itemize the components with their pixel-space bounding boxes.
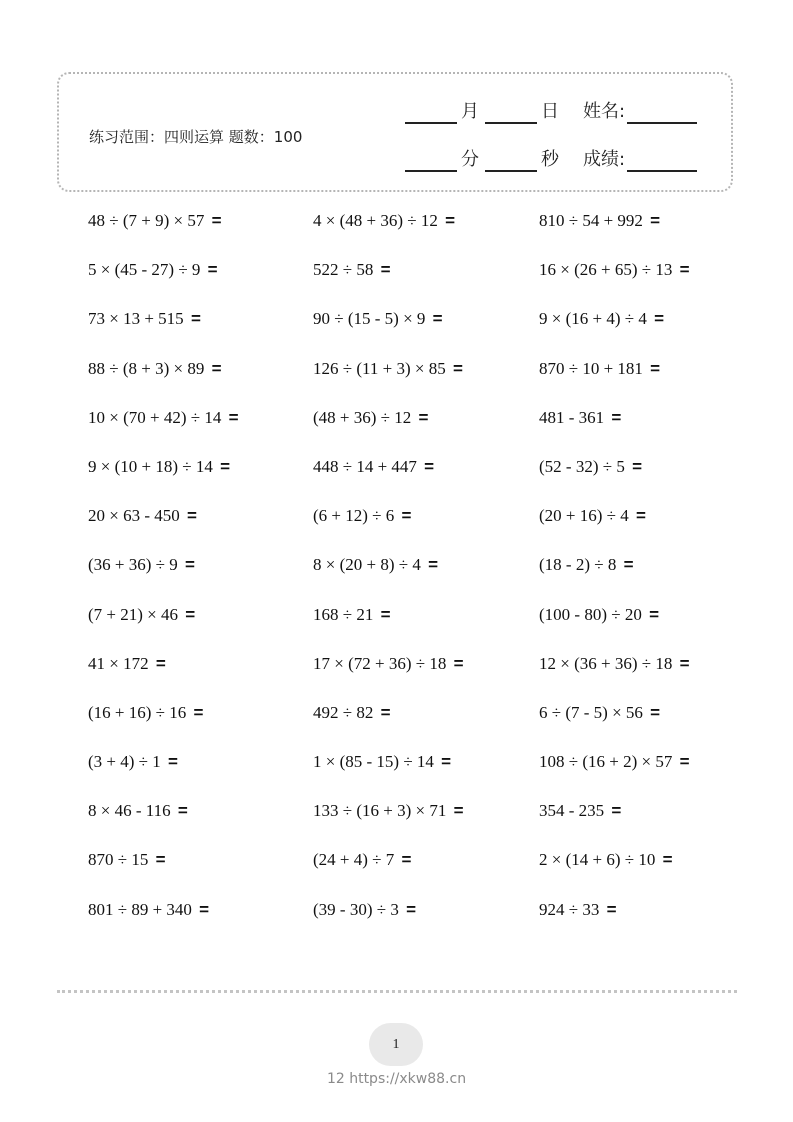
equals-sign: = — [185, 555, 195, 575]
problem-expression: (6 + 12) ÷ 6 — [313, 506, 395, 526]
problem-expression: 133 ÷ (16 + 3) × 71 — [313, 801, 447, 821]
equals-sign: = — [380, 260, 391, 280]
equals-sign: = — [679, 752, 690, 772]
watermark-text: 12 https://xkw88.cn — [326, 1071, 467, 1087]
practice-range-text: 练习范围：四则运算 题数：100 — [89, 128, 303, 146]
equals-sign: = — [185, 604, 196, 624]
math-problem — [539, 256, 728, 305]
equals-sign: = — [654, 309, 665, 329]
math-problem — [313, 601, 539, 650]
math-problem — [88, 601, 313, 650]
equals-sign: = — [428, 555, 439, 575]
math-problem — [313, 797, 539, 846]
math-problem — [88, 797, 313, 846]
equals-sign: = — [424, 456, 435, 476]
problem-expression: (7 + 21) × 46 — [88, 604, 178, 624]
equals-sign: = — [190, 309, 201, 329]
equals-sign: = — [445, 211, 456, 230]
problem-expression: 168 ÷ 21 — [313, 604, 374, 624]
math-problem — [313, 846, 539, 895]
math-problem — [313, 453, 539, 502]
problem-expression: 522 ÷ 58 — [313, 260, 374, 280]
math-problem — [313, 748, 539, 797]
problem-expression: 481 - 361 — [539, 407, 605, 427]
problem-expression: (52 - 32) ÷ 5 — [539, 456, 625, 476]
problem-expression: 9 × (10 + 18) ÷ 14 — [88, 456, 213, 476]
problem-expression: 4 × (48 + 36) ÷ 12 — [313, 211, 438, 230]
equals-sign: = — [650, 211, 661, 230]
math-problem — [313, 207, 539, 256]
day-label: 日 — [541, 101, 559, 122]
problem-expression: 73 × 13 + 515 — [88, 309, 184, 329]
problem-expression: 810 ÷ 54 + 992 — [539, 211, 643, 230]
problem-expression: 12 × (36 + 36) ÷ 18 — [539, 653, 673, 673]
problem-expression: 126 ÷ (11 + 3) × 85 — [313, 358, 446, 378]
equals-sign: = — [632, 456, 643, 476]
equals-sign: = — [432, 309, 443, 329]
time-score-row — [405, 144, 697, 172]
math-problem — [539, 551, 728, 600]
math-problem — [88, 896, 313, 945]
problem-expression: (3 + 4) ÷ 1 — [88, 752, 161, 772]
equals-sign: = — [662, 850, 673, 870]
math-problem — [313, 502, 539, 551]
equals-sign: = — [649, 604, 660, 624]
equals-sign: = — [611, 407, 622, 427]
problem-expression: 8 × 46 - 116 — [88, 801, 171, 821]
problem-expression: 17 × (72 + 36) ÷ 18 — [313, 653, 447, 673]
problem-expression: 90 ÷ (15 - 5) × 9 — [313, 309, 426, 329]
equals-sign: = — [211, 358, 222, 378]
problem-expression: 5 × (45 - 27) ÷ 9 — [88, 260, 201, 280]
math-problem — [539, 305, 728, 354]
math-problem — [313, 699, 539, 748]
math-problem — [313, 551, 539, 600]
equals-sign: = — [611, 801, 622, 821]
math-problem — [539, 797, 728, 846]
minute-blank[interactable] — [405, 148, 457, 172]
problem-expression: 870 ÷ 10 + 181 — [539, 358, 643, 378]
score-label: 成绩: — [583, 149, 626, 170]
problem-expression: 88 ÷ (8 + 3) × 89 — [88, 358, 205, 378]
math-problem — [539, 699, 728, 748]
problem-expression: 9 × (16 + 4) ÷ 4 — [539, 309, 647, 329]
footer-divider — [57, 990, 737, 993]
math-problem — [539, 502, 728, 551]
problem-expression: (48 + 36) ÷ 12 — [313, 407, 412, 427]
math-problem — [88, 256, 313, 305]
score-blank[interactable] — [627, 148, 697, 172]
problem-expression: (20 + 16) ÷ 4 — [539, 506, 629, 526]
problem-grid — [88, 207, 728, 945]
equals-sign: = — [650, 358, 661, 378]
math-problem — [313, 305, 539, 354]
equals-sign: = — [650, 702, 661, 722]
problem-expression: 2 × (14 + 6) ÷ 10 — [539, 850, 656, 870]
equals-sign: = — [220, 456, 231, 476]
equals-sign: = — [679, 653, 690, 673]
equals-sign: = — [168, 752, 178, 772]
equals-sign: = — [418, 407, 429, 427]
problem-expression: 448 ÷ 14 + 447 — [313, 456, 417, 476]
name-blank[interactable] — [627, 100, 697, 124]
equals-sign: = — [380, 702, 391, 722]
equals-sign: = — [155, 850, 166, 870]
problem-expression: 354 - 235 — [539, 801, 605, 821]
math-problem — [539, 404, 728, 453]
problem-expression: (39 - 30) ÷ 3 — [313, 899, 399, 919]
problem-expression: 924 ÷ 33 — [539, 899, 600, 919]
problem-expression: (24 + 4) ÷ 7 — [313, 850, 395, 870]
problem-expression: 10 × (70 + 42) ÷ 14 — [88, 407, 222, 427]
page-number-badge: 1 — [369, 1023, 423, 1066]
equals-sign: = — [199, 899, 210, 919]
header-box — [57, 72, 733, 192]
equals-sign: = — [636, 506, 646, 526]
problem-expression: 108 ÷ (16 + 2) × 57 — [539, 752, 673, 772]
month-label: 月 — [461, 101, 479, 122]
math-problem — [88, 502, 313, 551]
math-problem — [88, 650, 313, 699]
math-problem — [539, 748, 728, 797]
problem-expression: (18 - 2) ÷ 8 — [539, 555, 617, 575]
math-problem — [88, 699, 313, 748]
equals-sign: = — [187, 506, 197, 526]
equals-sign: = — [401, 506, 412, 526]
math-problem — [539, 846, 728, 895]
date-name-row — [405, 96, 697, 124]
math-problem — [88, 846, 313, 895]
equals-sign: = — [380, 604, 391, 624]
equals-sign: = — [406, 899, 417, 919]
math-problem — [539, 207, 728, 256]
math-problem — [539, 896, 728, 945]
problem-expression: 20 × 63 - 450 — [88, 506, 180, 526]
math-problem — [313, 355, 539, 404]
math-problem — [88, 453, 313, 502]
math-problem — [313, 896, 539, 945]
equals-sign: = — [453, 801, 464, 821]
equals-sign: = — [155, 653, 166, 673]
math-problem — [88, 748, 313, 797]
problem-expression: 48 ÷ (7 + 9) × 57 — [88, 211, 205, 230]
problem-expression: 870 ÷ 15 — [88, 850, 149, 870]
equals-sign: = — [452, 358, 463, 378]
problem-expression: 16 × (26 + 65) ÷ 13 — [539, 260, 673, 280]
math-problem — [313, 256, 539, 305]
problem-expression: (100 - 80) ÷ 20 — [539, 604, 642, 624]
month-blank[interactable] — [405, 100, 457, 124]
problem-expression: 492 ÷ 82 — [313, 702, 374, 722]
problem-expression: 1 × (85 - 15) ÷ 14 — [313, 752, 434, 772]
math-problem — [88, 207, 313, 256]
problem-expression: 8 × (20 + 8) ÷ 4 — [313, 555, 421, 575]
problem-expression: 801 ÷ 89 + 340 — [88, 899, 192, 919]
day-blank[interactable] — [485, 100, 537, 124]
minute-label: 分 — [461, 149, 479, 170]
equals-sign: = — [623, 555, 634, 575]
math-problem — [539, 650, 728, 699]
equals-sign: = — [207, 260, 218, 280]
problem-expression: 41 × 172 — [88, 653, 149, 673]
equals-sign: = — [606, 899, 617, 919]
equals-sign: = — [679, 260, 690, 280]
second-label: 秒 — [541, 149, 559, 170]
math-problem — [313, 650, 539, 699]
math-problem — [88, 551, 313, 600]
second-blank[interactable] — [485, 148, 537, 172]
equals-sign: = — [453, 653, 464, 673]
math-problem — [539, 355, 728, 404]
math-problem — [313, 404, 539, 453]
equals-sign: = — [193, 702, 204, 722]
problem-expression: (36 + 36) ÷ 9 — [88, 555, 178, 575]
problem-expression: 6 ÷ (7 - 5) × 56 — [539, 702, 643, 722]
problem-expression: (16 + 16) ÷ 16 — [88, 702, 187, 722]
math-problem — [88, 305, 313, 354]
math-problem — [539, 453, 728, 502]
math-problem — [539, 601, 728, 650]
equals-sign: = — [211, 211, 222, 230]
equals-sign: = — [228, 407, 239, 427]
equals-sign: = — [441, 752, 452, 772]
math-problem — [88, 404, 313, 453]
equals-sign: = — [401, 850, 412, 870]
name-label: 姓名: — [583, 101, 626, 122]
math-problem — [88, 355, 313, 404]
equals-sign: = — [177, 801, 188, 821]
